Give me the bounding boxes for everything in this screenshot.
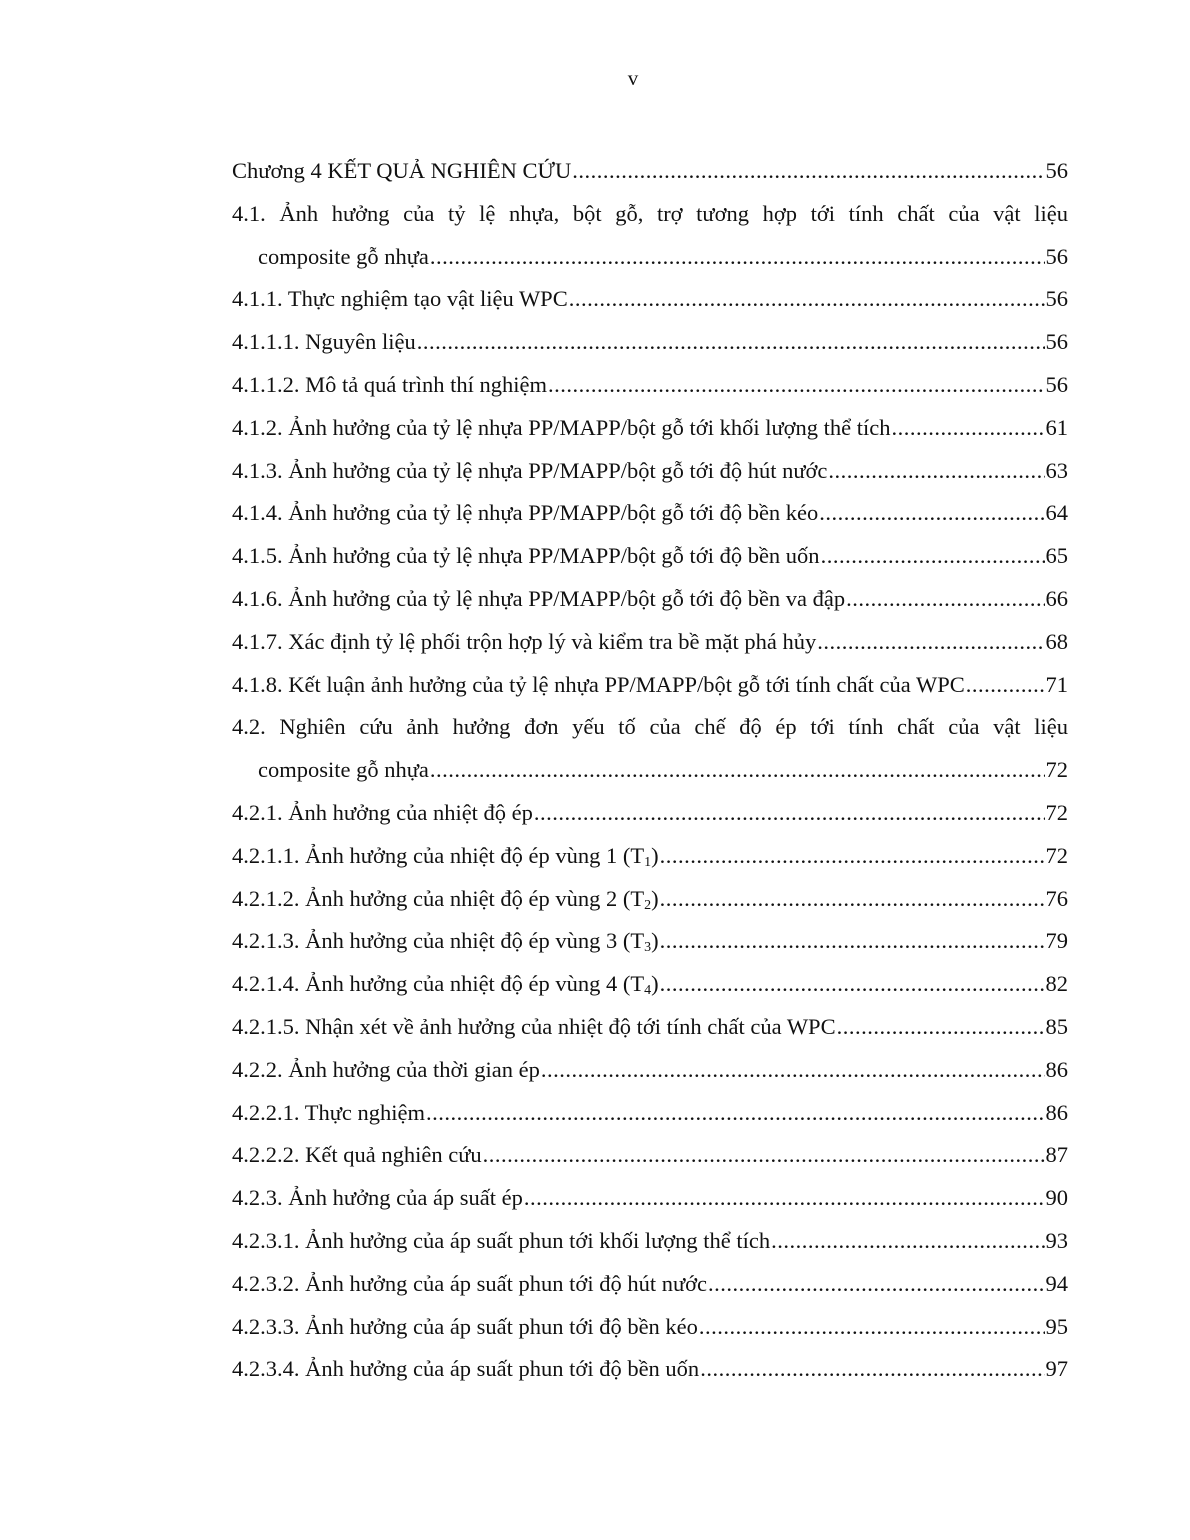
toc-page: 72 [1045, 799, 1068, 825]
toc-title: 4.2.3.2. Ảnh hưởng của áp suất phun tới độ hút nước [232, 1270, 708, 1296]
toc-page: 93 [1045, 1227, 1068, 1253]
toc-title: 4.2.1. Ảnh hưởng của nhiệt độ ép [232, 799, 533, 825]
toc-entry-4-2-2-2[interactable] [232, 1134, 1068, 1177]
toc-entry-4-2-1-2[interactable] [232, 878, 1068, 921]
toc-page: 61 [1045, 414, 1068, 440]
dot-leader [660, 835, 1045, 878]
toc-entry-4-2-1-1[interactable] [232, 835, 1068, 878]
toc-title: 4.2.2.2. Kết quả nghiên cứu [232, 1142, 482, 1168]
toc-entry-4-2-3-2[interactable] [232, 1263, 1068, 1306]
table-of-contents [232, 150, 1068, 1391]
toc-page: 86 [1045, 1056, 1068, 1082]
toc-page: 68 [1045, 628, 1068, 654]
toc-title: 4.1.7. Xác định tỷ lệ phối trộn hợp lý và kiểm tra bề mặt phá hủy [232, 628, 817, 654]
toc-page: 85 [1045, 1013, 1068, 1039]
toc-page: 64 [1045, 500, 1068, 526]
dot-leader [821, 535, 1045, 578]
toc-title: 4.1.1.1. Nguyên liệu [232, 329, 416, 355]
subscript: 1 [644, 854, 652, 870]
toc-entry-4-1-5[interactable] [232, 535, 1068, 578]
dot-leader [417, 321, 1045, 364]
toc-entry-4-2-3[interactable] [232, 1177, 1068, 1220]
dot-leader [430, 749, 1045, 792]
dot-leader [846, 578, 1044, 621]
toc-title: 4.2.3.3. Ảnh hưởng của áp suất phun tới độ bền kéo [232, 1313, 698, 1339]
toc-page: 63 [1045, 457, 1068, 483]
dot-leader [837, 1006, 1045, 1049]
toc-title-line2: composite gỗ nhựa [258, 757, 429, 783]
toc-page: 65 [1045, 543, 1068, 569]
dot-leader [817, 621, 1044, 664]
toc-entry-4-1-4[interactable] [232, 492, 1068, 535]
toc-title: Chương 4 KẾT QUẢ NGHIÊN CỨU [232, 158, 572, 183]
toc-entry-4-2-1-3[interactable] [232, 920, 1068, 963]
dot-leader [828, 450, 1044, 493]
dot-leader [708, 1263, 1044, 1306]
toc-page: 71 [1045, 671, 1068, 697]
toc-title-line1: 4.2. Nghiên cứu ảnh hưởng đơn yếu tố của chế độ ép tới tính chất của vật liệu [232, 714, 1068, 740]
dot-leader [541, 1049, 1045, 1092]
toc-entry-4-2[interactable] [232, 706, 1068, 792]
toc-page: 72 [1045, 842, 1068, 868]
toc-title-line1: 4.1. Ảnh hưởng của tỷ lệ nhựa, bột gỗ, trợ tương hợp tới tính chất của vật liệu [232, 200, 1068, 226]
toc-page: 86 [1045, 1099, 1068, 1125]
dot-leader [660, 878, 1045, 921]
toc-page: 82 [1045, 971, 1068, 997]
toc-page: 72 [1045, 757, 1068, 783]
toc-page: 76 [1045, 885, 1068, 911]
toc-page: 95 [1045, 1313, 1068, 1339]
subscript: 3 [644, 940, 652, 956]
toc-title: 4.2.1.3. Ảnh hưởng của nhiệt độ ép vùng 3 $(T_3)$ [232, 928, 659, 956]
toc-page: 56 [1045, 243, 1068, 269]
toc-entry-4-1-2[interactable] [232, 407, 1068, 450]
toc-entry-4-1-1-1[interactable] [232, 321, 1068, 364]
toc-title: 4.1.6. Ảnh hưởng của tỷ lệ nhựa PP/MAPP/bột gỗ tới độ bền va đập [232, 585, 846, 611]
toc-title: 4.1.2. Ảnh hưởng của tỷ lệ nhựa PP/MAPP/bột gỗ tới khối lượng thể tích [232, 414, 891, 440]
toc-entry-4-1-8[interactable] [232, 664, 1068, 707]
dot-leader [524, 1177, 1045, 1220]
toc-page: 56 [1045, 371, 1068, 397]
dot-leader [483, 1134, 1045, 1177]
dot-leader [430, 236, 1045, 279]
toc-title: 4.2.1.4. Ảnh hưởng của nhiệt độ ép vùng 4 $(T_4)$ [232, 971, 659, 999]
dot-leader [426, 1092, 1044, 1135]
toc-title: 4.2.1.2. Ảnh hưởng của nhiệt độ ép vùng 2 $(T_2)$ [232, 885, 659, 913]
toc-entry-4-1-1-2[interactable] [232, 364, 1068, 407]
subscript: 4 [644, 983, 652, 999]
toc-title-line2: composite gỗ nhựa [258, 243, 429, 269]
toc-title: 4.2.1.5. Nhận xét về ảnh hưởng của nhiệt độ tới tính chất của WPC [232, 1013, 836, 1039]
toc-page: 90 [1045, 1185, 1068, 1211]
dot-leader [699, 1306, 1045, 1349]
toc-entry-4-2-2[interactable] [232, 1049, 1068, 1092]
dot-leader [660, 963, 1045, 1006]
toc-title: 4.2.2.1. Thực nghiệm [232, 1099, 426, 1125]
dot-leader [569, 278, 1045, 321]
dot-leader [819, 492, 1044, 535]
toc-page: 56 [1045, 286, 1068, 312]
toc-title: 4.1.8. Kết luận ảnh hưởng của tỷ lệ nhựa PP/MAPP/bột gỗ tới tính chất của WPC [232, 671, 965, 697]
toc-title: 4.2.1.1. Ảnh hưởng của nhiệt độ ép vùng 1 $(T_1)$ [232, 842, 659, 870]
dot-leader [771, 1220, 1044, 1263]
toc-entry-4-2-1[interactable] [232, 792, 1068, 835]
toc-title: 4.2.3. Ảnh hưởng của áp suất ép [232, 1185, 523, 1211]
toc-title: 4.2.2. Ảnh hưởng của thời gian ép [232, 1056, 540, 1082]
page-number: v [627, 66, 639, 90]
toc-title: 4.1.1.2. Mô tả quá trình thí nghiệm [232, 371, 547, 397]
toc-title: 4.1.5. Ảnh hưởng của tỷ lệ nhựa PP/MAPP/bột gỗ tới độ bền uốn [232, 543, 820, 569]
toc-entry-4-1-7[interactable] [232, 621, 1068, 664]
toc-page: 66 [1045, 585, 1068, 611]
toc-entry-4-1-3[interactable] [232, 450, 1068, 493]
toc-entry-chapter-4[interactable] [232, 150, 1068, 193]
dot-leader [660, 920, 1045, 963]
toc-entry-4-2-2-1[interactable] [232, 1092, 1068, 1135]
toc-page: 79 [1045, 928, 1068, 954]
dot-leader [572, 150, 1044, 193]
dot-leader [966, 664, 1045, 707]
toc-title: 4.1.1. Thực nghiệm tạo vật liệu WPC [232, 286, 568, 312]
toc-page: 94 [1045, 1270, 1068, 1296]
dot-leader [892, 407, 1045, 450]
dot-leader [548, 364, 1045, 407]
toc-entry-4-2-3-1[interactable] [232, 1220, 1068, 1263]
toc-page: 97 [1045, 1356, 1068, 1382]
subscript: 2 [644, 897, 652, 913]
toc-page: 56 [1045, 329, 1068, 355]
toc-entry-4-2-3-3[interactable] [232, 1306, 1068, 1349]
toc-page: 87 [1045, 1142, 1068, 1168]
dot-leader [534, 792, 1045, 835]
toc-entry-4-1-6[interactable] [232, 578, 1068, 621]
toc-title: 4.1.4. Ảnh hưởng của tỷ lệ nhựa PP/MAPP/bột gỗ tới độ bền kéo [232, 500, 819, 526]
toc-page: 56 [1045, 158, 1068, 183]
toc-entry-4-1[interactable] [232, 193, 1068, 279]
toc-title: 4.1.3. Ảnh hưởng của tỷ lệ nhựa PP/MAPP/bột gỗ tới độ hút nước [232, 457, 828, 483]
toc-entry-4-1-1[interactable] [232, 278, 1068, 321]
dot-leader [700, 1348, 1044, 1391]
toc-title: 4.2.3.4. Ảnh hưởng của áp suất phun tới độ bền uốn [232, 1356, 700, 1382]
toc-entry-4-2-1-5[interactable] [232, 1006, 1068, 1049]
toc-entry-4-2-1-4[interactable] [232, 963, 1068, 1006]
toc-entry-4-2-3-4[interactable] [232, 1348, 1068, 1391]
toc-title: 4.2.3.1. Ảnh hưởng của áp suất phun tới khối lượng thể tích [232, 1227, 771, 1253]
